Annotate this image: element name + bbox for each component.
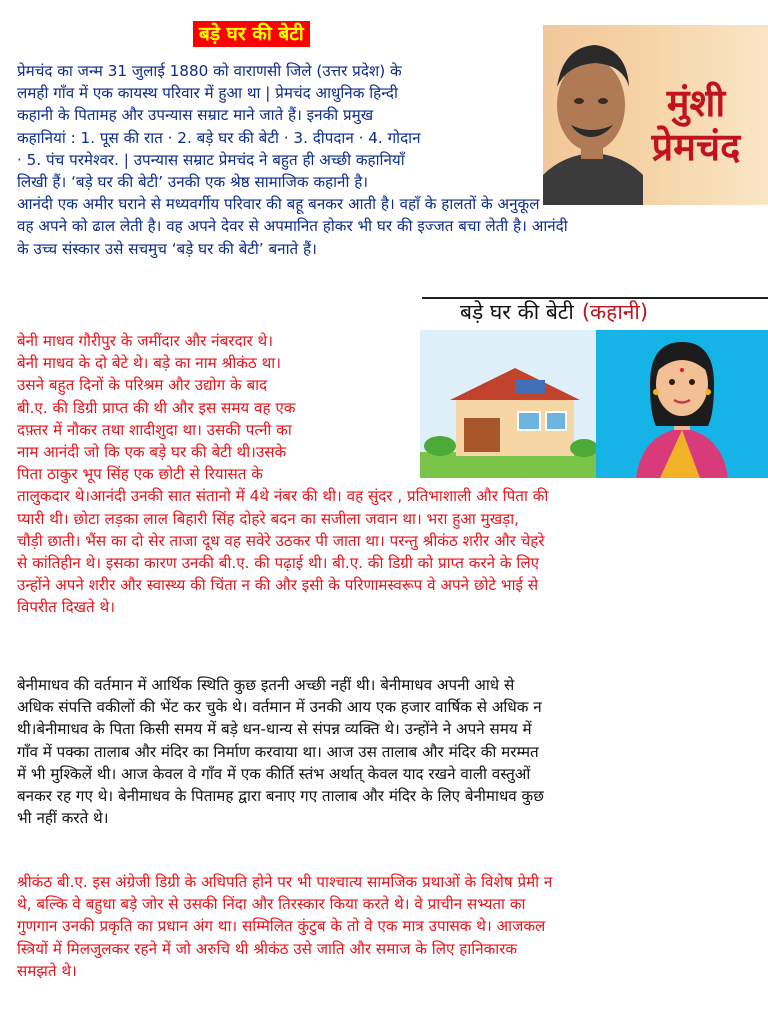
banner-subtitle: (कहानी) <box>581 300 649 324</box>
portrait-name-line2: प्रेमचंद <box>651 125 741 169</box>
intro-paragraph <box>17 60 568 260</box>
story-paragraph-3 <box>17 871 552 982</box>
text-line: विपरीत दिखते थे। <box>17 598 116 617</box>
text-line: बेनीमाधव की वर्तमान में आर्थिक स्थिति कुछ इतनी अच्छी नहीं थी। बेनीमाधव अपनी आधे से <box>17 676 515 694</box>
text-line: गुणगान उनकी प्रकृति का प्रधान अंग था। सम्मिलित कुंटुब के तो वे एक मात्र उपासक थे। आजकल <box>17 917 546 936</box>
text-line: अधिक संपत्ति वकीलों की भेंट कर चुके थे। वर्तमान में उनकी आय एक हजार वार्षिक से अधिक न <box>17 698 542 717</box>
portrait-name <box>621 81 768 169</box>
banner-title <box>460 298 648 326</box>
text-line: पिता ठाकुर भूप सिंह एक छोटी से रियासत के <box>17 465 263 484</box>
text-line: समझते थे। <box>17 961 77 980</box>
text-line: में भी मुश्किलें थी। आज केवल वे गाँव में एक कीर्ति स्तंभ अर्थात् केवल याद रखने वाली वस्तुओं <box>17 764 531 783</box>
text-line: लमही गाँव में एक कायस्थ परिवार में हुआ था | प्रेमचंद आधुनिक हिन्दी <box>17 84 398 103</box>
text-line: लिखी हैं। ‘बड़े घर की बेटी’ उनकी एक श्रेष्ठ सामाजिक कहानी है। <box>17 173 369 192</box>
text-line: चौड़ी छाती। भैंस का दो सेर ताजा दूध वह सवेरे उठकर पी जाता था। परन्तु श्रीकंठ शरीर और चेहरे <box>17 531 545 550</box>
text-line: से कांतिहीन थे। इसका कारण उनकी बी.ए. की पढ़ाई थी। बी.ए. की डिग्री को प्राप्त करने के लिए <box>17 554 540 573</box>
text-line: उसने बहुत दिनों के परिश्रम और उद्योग के बाद <box>17 376 268 395</box>
story-paragraph-1 <box>17 330 548 619</box>
text-line: नाम आनंदी जो कि एक बड़े घर की बेटी थी।उसके <box>17 443 287 462</box>
text-line: कहानियां : 1. पूस की रात · 2. बड़े घर की बेटी · 3. दीपदान · 4. गोदान <box>17 128 421 147</box>
text-line: तालुकदार थे।आनंदी उनकी सात संतानो में 4थे नंबर की थी। वह सुंदर , प्रतिभाशाली और पिता की <box>17 487 549 506</box>
text-line: आनंदी एक अमीर घराने से मध्यवर्गीय परिवार की बहू बनकर आती है। वहाँ के हालतों के अनुकूल <box>17 195 540 214</box>
text-line: थे, बल्कि वे बहुधा बड़े जोर से उसकी निंदा और तिरस्कार किया करते थे। वे प्राचीन सभ्यता का <box>17 895 526 914</box>
portrait-name-line1: मुंशी <box>666 81 726 125</box>
text-line: स्त्रियों में मिलजुलकर रहने में जो अरुचि थी श्रीकंठ उसे जाति और समाज के लिए हानिकारक <box>17 939 518 958</box>
text-line: के उच्च संस्कार उसे सचमुच ‘बड़े घर की बेटी’ बनाते हैं। <box>17 239 317 258</box>
text-line: प्यारी थी। छोटा लड़का लाल बिहारी सिंह दोहरे बदन का सजीला जवान था। भरा हुआ मुखड़ा, <box>17 509 520 528</box>
text-line: · 5. पंच परमेश्वर. | उपन्यास सम्राट प्रेमचंद ने बहुत ही अच्छी कहानियाँ <box>17 150 405 169</box>
text-line: थी।बेनीमाधव के पिता किसी समय में बड़े धन-धान्य से संपन्न व्यक्ति थे। उन्होंने ने अपने समय में <box>17 720 532 739</box>
text-line: बेनी माधव गौरीपुर के जमींदार और नंबरदार थे। <box>17 332 273 350</box>
woman-illustration <box>596 330 768 478</box>
text-line: बनकर रह गए थे। बेनीमाधव के पितामह द्वारा बनाए गए तालाब और मंदिर के लिए बेनीमाधव कुछ <box>17 787 544 806</box>
text-line: भी नहीं करते थे। <box>17 809 109 828</box>
page-title: बड़े घर की बेटी <box>193 21 310 47</box>
text-line: गाँव में पक्का तालाब और मंदिर का निर्माण करवाया था। आज उस तालाब और मंदिर की मरम्मत <box>17 742 539 761</box>
text-line: श्रीकंठ बी.ए. इस अंग्रेजी डिग्री के अधिपति होने पर भी पाश्चात्य सामजिक प्रथाओं के विशेष प्रेमी न <box>17 873 553 891</box>
text-line: कहानी के पितामह और उपन्यास सम्राट माने जाते हैं। इनकी प्रमुख <box>17 106 374 125</box>
text-line: बेनी माधव के दो बेटे थे। बड़े का नाम श्रीकंठ था। <box>17 354 281 373</box>
text-line: बी.ए. की डिग्री प्राप्त की थी और इस समय वह एक <box>17 398 296 417</box>
text-line: प्रेमचंद का जन्म 31 जुलाई 1880 को वाराणसी जिले (उत्तर प्रदेश) के <box>17 62 402 80</box>
story-paragraph-2 <box>17 674 544 829</box>
text-line: वह अपने को ढाल लेती है। वह अपने देवर से अपमानित होकर भी घर की इज्जत बचा लेती है। आनंदी <box>17 217 568 236</box>
text-line: उन्होंने अपने शरीर और स्वास्थ्य की चिंता न की और इसी के परिणामस्वरूप वे अपने छोटे भाई से <box>17 576 539 595</box>
banner-title-text: बड़े घर की बेटी <box>460 300 574 324</box>
text-line: दफ़्तर में नौकर तथा शादीशुदा था। उसकी पत्नी का <box>17 420 292 439</box>
author-portrait <box>543 25 768 205</box>
woman-icon <box>596 330 768 478</box>
